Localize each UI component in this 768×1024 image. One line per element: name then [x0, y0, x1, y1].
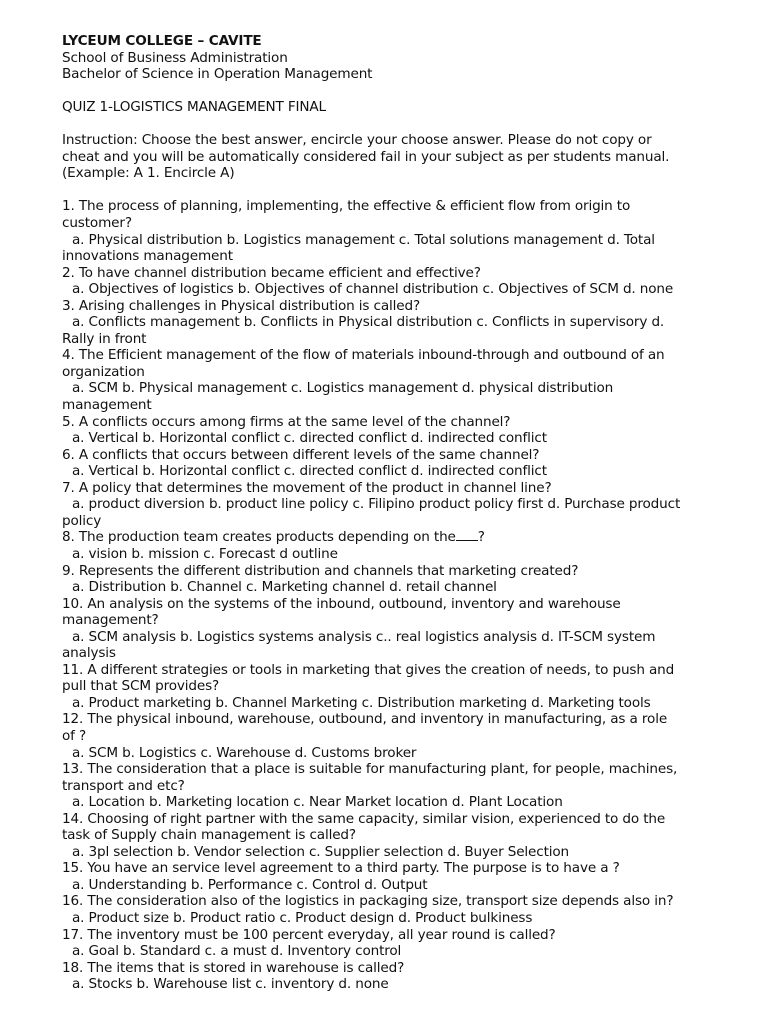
question-item: [62, 298, 728, 348]
question-text: 8. The production team creates products depending on the ?: [62, 529, 485, 546]
question-text: 15. You have an service level agreement to a third party. The purpose is to have a ?: [62, 860, 620, 877]
spacer: [62, 83, 728, 100]
answer-options: a. 3pl selection b. Vendor selection c. Supplier selection d. Buyer Selection: [72, 843, 570, 860]
answer-options: a. Stocks b. Warehouse list c. inventory d. none: [72, 976, 389, 993]
quiz-title: QUIZ 1-LOGISTICS MANAGEMENT FINAL: [62, 99, 326, 116]
question-text: 14. Choosing of right partner with the same capacity, similar vision, experienced to do the: [62, 810, 666, 827]
answer-options: a. SCM b. Physical management c. Logistics management d. physical distribution: [72, 380, 614, 397]
answer-options: a. Vertical b. Horizontal conflict c. directed conflict d. indirected conflict: [72, 463, 547, 480]
question-list: [62, 198, 728, 992]
question-item: [62, 480, 728, 530]
answer-options: innovations management: [62, 248, 233, 265]
question-item: [62, 563, 728, 596]
question-text: 12. The physical inbound, warehouse, outbound, and inventory in manufacturing, as a role: [62, 711, 668, 728]
question-item: [62, 893, 728, 926]
question-text: 16. The consideration also of the logistics in packaging size, transport size depends also in?: [62, 893, 674, 910]
answer-options: a. vision b. mission c. Forecast d outline: [72, 545, 338, 562]
question-item: [62, 960, 728, 993]
answer-options: a. Goal b. Standard c. a must d. Inventory control: [72, 943, 402, 960]
answer-options: policy: [62, 512, 102, 529]
question-text: 9. Represents the different distribution and channels that marketing created?: [62, 562, 579, 579]
answer-options: analysis: [62, 645, 116, 662]
instruction-line: (Example: A 1. Encircle A): [62, 165, 235, 182]
question-item: [62, 761, 728, 811]
answer-options: a. SCM b. Logistics c. Warehouse d. Customs broker: [72, 744, 417, 761]
question-item: [62, 414, 728, 447]
answer-options: management: [62, 397, 152, 414]
question-item: [62, 265, 728, 298]
question-item: [62, 811, 728, 861]
spacer: [62, 182, 728, 199]
answer-options: a. Objectives of logistics b. Objectives of channel distribution c. Objectives of SCM d. none: [72, 281, 674, 298]
question-text: management?: [62, 612, 159, 629]
question-item: [62, 662, 728, 712]
question-text: organization: [62, 363, 145, 380]
answer-options: a. Location b. Marketing location c. Near Market location d. Plant Location: [72, 794, 563, 811]
answer-options: a. Distribution b. Channel c. Marketing channel d. retail channel: [72, 579, 497, 596]
question-text: of ?: [62, 727, 87, 744]
answer-options: Rally in front: [62, 330, 147, 347]
question-text: pull that SCM provides?: [62, 678, 220, 695]
question-item: [62, 927, 728, 960]
question-item: [62, 447, 728, 480]
question-item: [62, 596, 728, 662]
college-name: LYCEUM COLLEGE – CAVITE: [62, 33, 262, 49]
question-text: 11. A different strategies or tools in marketing that gives the creation of needs, to push and: [62, 661, 675, 678]
question-item: [62, 347, 728, 413]
program-name: Bachelor of Science in Operation Management: [62, 66, 373, 83]
answer-options: a. product diversion b. product line policy c. Filipino product policy first d. Purchase product: [72, 496, 681, 513]
question-text: 18. The items that is stored in warehouse is called?: [62, 959, 405, 976]
answer-options: a. Conflicts management b. Conflicts in Physical distribution c. Conflicts in supervisory d.: [72, 314, 665, 331]
instruction-block: [62, 132, 728, 182]
answer-options: a. SCM analysis b. Logistics systems analysis c.. real logistics analysis d. IT-SCM system: [72, 628, 656, 645]
answer-options: a. Understanding b. Performance c. Control d. Output: [72, 876, 428, 893]
question-item: [62, 711, 728, 761]
question-text: 2. To have channel distribution became efficient and effective?: [62, 264, 481, 281]
instruction-line: cheat and you will be automatically considered fail in your subject as per students manual.: [62, 148, 670, 165]
question-suffix: ?: [477, 529, 485, 546]
question-text: customer?: [62, 215, 132, 232]
answer-options: a. Vertical b. Horizontal conflict c. directed conflict d. indirected conflict: [72, 430, 547, 447]
question-item: [62, 198, 728, 264]
question-text: 13. The consideration that a place is suitable for manufacturing plant, for people, machines,: [62, 761, 678, 778]
question-item: [62, 860, 728, 893]
answer-options: a. Product marketing b. Channel Marketing c. Distribution marketing d. Marketing tools: [72, 694, 651, 711]
question-text: transport and etc?: [62, 777, 185, 794]
question-text: 1. The process of planning, implementing, the effective & efficient flow from origin to: [62, 198, 631, 215]
question-text: 6. A conflicts that occurs between different levels of the same channel?: [62, 446, 540, 463]
school-name: School of Business Administration: [62, 49, 288, 66]
answer-blank: [456, 529, 478, 541]
question-text: 3. Arising challenges in Physical distribution is called?: [62, 297, 421, 314]
question-text: 5. A conflicts occurs among firms at the same level of the channel?: [62, 413, 511, 430]
question-text: task of Supply chain management is called?: [62, 827, 356, 844]
answer-options: a. Physical distribution b. Logistics management c. Total solutions management d. Total: [72, 231, 655, 248]
question-item: [62, 529, 728, 562]
answer-options: a. Product size b. Product ratio c. Product design d. Product bulkiness: [72, 909, 533, 926]
question-text: 4. The Efficient management of the flow of materials inbound-through and outbound of an: [62, 347, 665, 364]
question-text: 7. A policy that determines the movement of the product in channel line?: [62, 479, 552, 496]
question-text: 17. The inventory must be 100 percent everyday, all year round is called?: [62, 926, 556, 943]
spacer: [62, 116, 728, 133]
instruction-line: Instruction: Choose the best answer, encircle your choose answer. Please do not copy or: [62, 132, 652, 149]
question-text: 10. An analysis on the systems of the inbound, outbound, inventory and warehouse: [62, 595, 621, 612]
